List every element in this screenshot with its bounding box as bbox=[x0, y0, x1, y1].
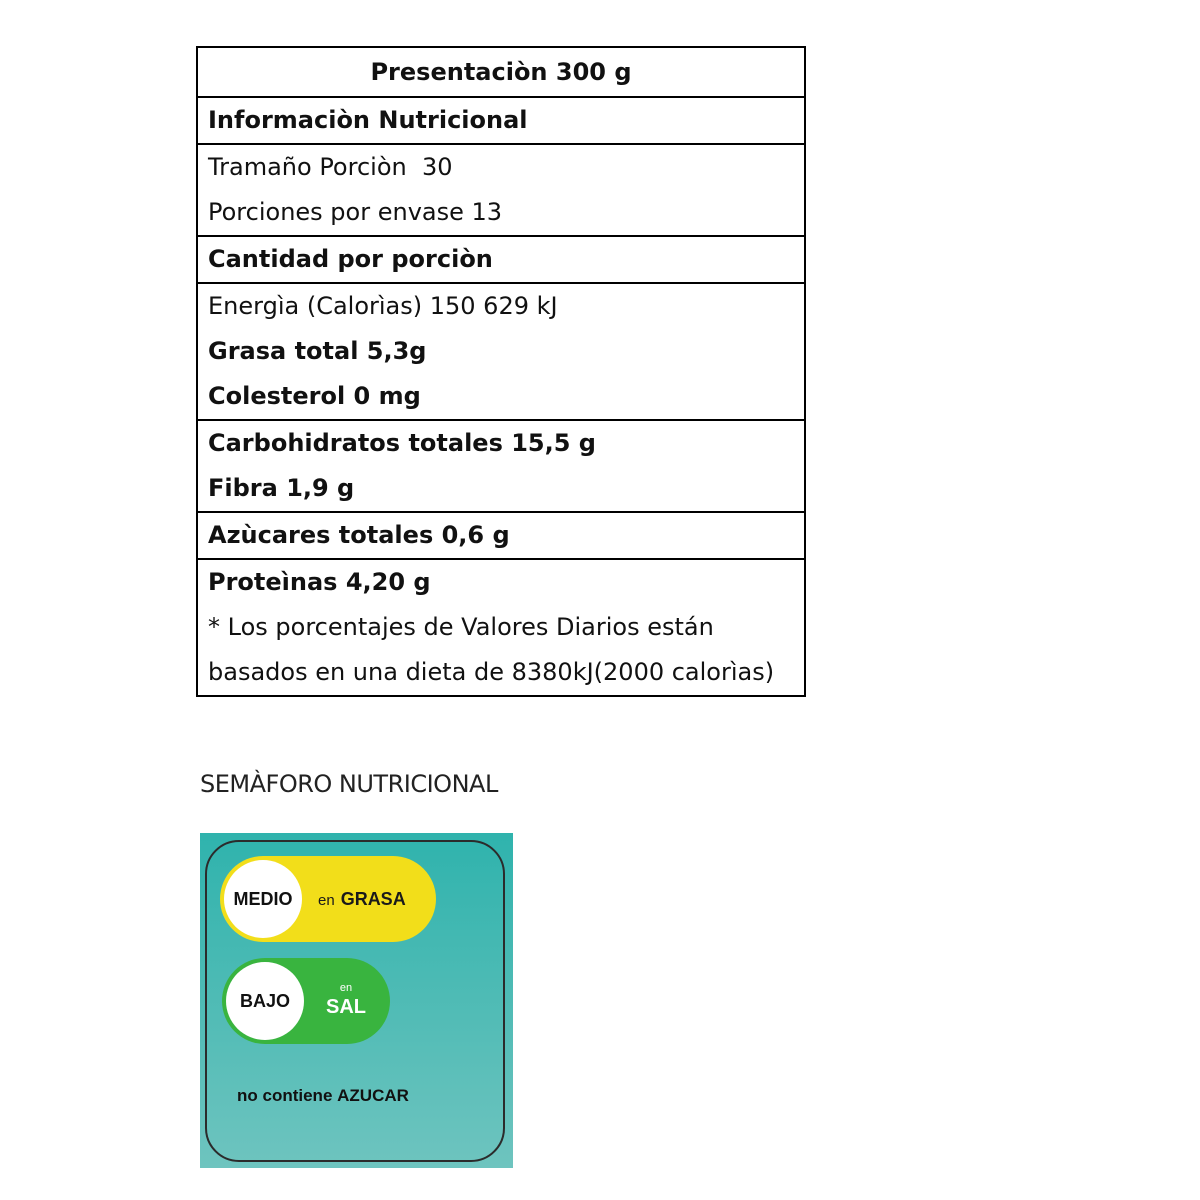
serving-size: Tramaño Porciòn 30 bbox=[208, 153, 453, 181]
salt-level-label: BAJO bbox=[239, 991, 290, 1011]
protein-row: Proteìnas 4,20 g bbox=[208, 568, 431, 596]
sugars-section bbox=[198, 511, 804, 558]
fat-prefix: en bbox=[318, 892, 335, 909]
nutrition-info-header: Informaciòn Nutricional bbox=[208, 106, 528, 134]
salt-level-badge bbox=[222, 958, 390, 1044]
semaforo-title: SEMÀFORO NUTRICIONAL bbox=[200, 770, 498, 798]
fat-level-label: MEDIO bbox=[233, 889, 293, 909]
servings-per-container: Porciones por envase 13 bbox=[208, 198, 503, 226]
fat-nutrient-text bbox=[318, 856, 406, 944]
serving-section bbox=[198, 143, 804, 235]
energy-fat-section bbox=[198, 282, 804, 419]
carbohydrates-row: Carbohidratos totales 15,5 g bbox=[208, 429, 596, 457]
presentation-title: Presentaciòn 300 g bbox=[198, 48, 804, 98]
footnote-line-2: basados en una dieta de 8380kJ(2000 calorìas) bbox=[208, 658, 775, 686]
fiber-row: Fibra 1,9 g bbox=[208, 474, 355, 502]
sugar-prefix: no contiene bbox=[237, 1086, 333, 1105]
amount-per-serving-header: Cantidad por porciòn bbox=[208, 245, 493, 273]
footnote-line-1: * Los porcentajes de Valores Diarios están bbox=[208, 613, 714, 641]
amount-header-section bbox=[198, 235, 804, 282]
total-fat-row: Grasa total 5,3g bbox=[208, 337, 427, 365]
fat-nutrient: GRASA bbox=[340, 889, 406, 909]
nutrition-facts-table bbox=[196, 46, 806, 697]
carbs-section bbox=[198, 419, 804, 511]
info-header-section bbox=[198, 98, 804, 143]
cholesterol-row: Colesterol 0 mg bbox=[208, 382, 421, 410]
fat-level-badge bbox=[220, 856, 436, 942]
sugar-free-text bbox=[237, 1086, 409, 1106]
protein-section bbox=[198, 558, 804, 695]
salt-prefix: en bbox=[339, 982, 353, 994]
sugar-nutrient: AZUCAR bbox=[337, 1086, 409, 1105]
salt-nutrient: SAL bbox=[326, 996, 366, 1018]
sugars-row: Azùcares totales 0,6 g bbox=[208, 521, 510, 549]
energy-row: Energìa (Calorìas) 150 629 kJ bbox=[208, 292, 558, 320]
